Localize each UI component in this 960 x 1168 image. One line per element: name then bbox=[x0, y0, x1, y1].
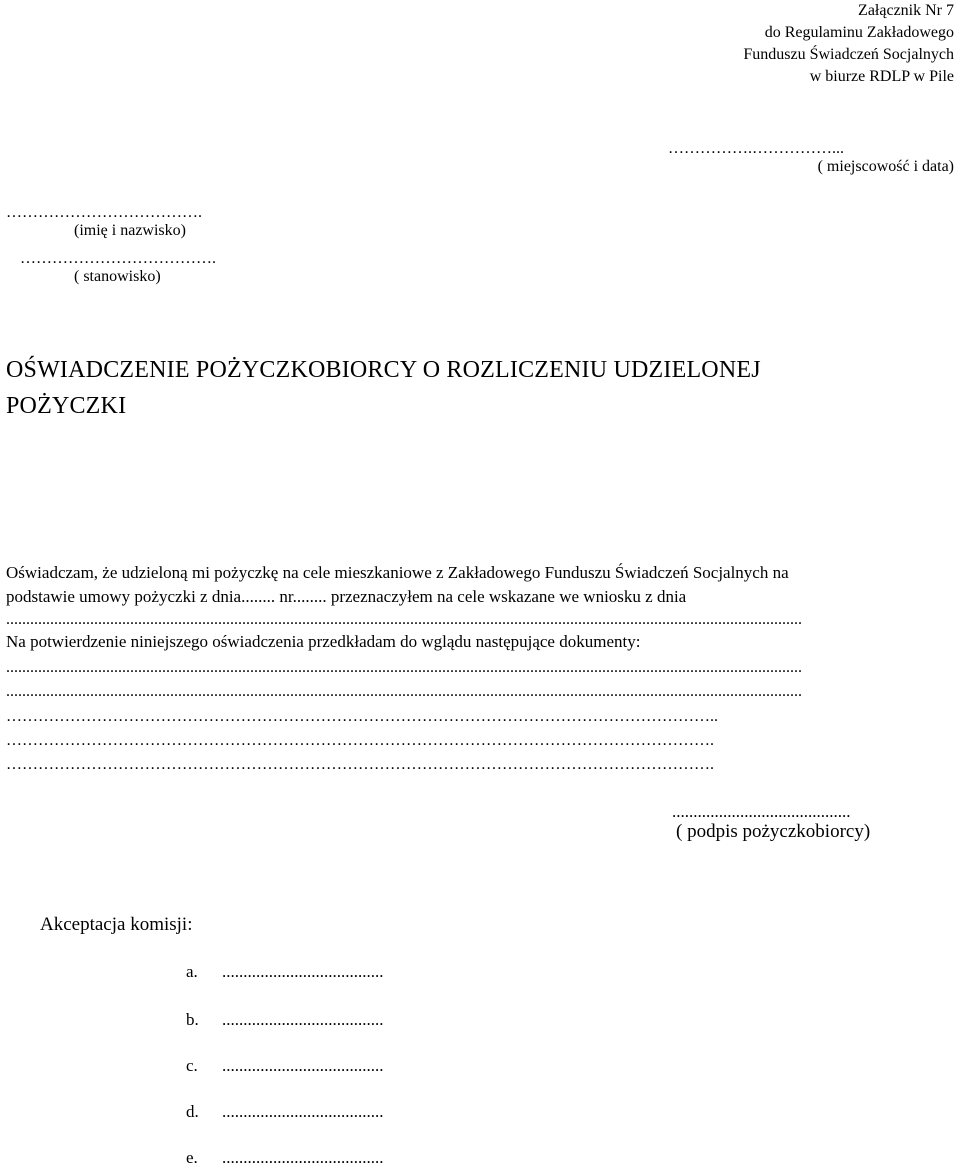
documents-dots-line-4: ……………………………………………………………………………………………………………………. bbox=[6, 732, 714, 749]
signature-label: ( podpis pożyczkobiorcy) bbox=[676, 821, 871, 842]
place-date-label: ( miejscowość i data) bbox=[817, 158, 954, 175]
document-title-line1: OŚWIADCZENIE POŻYCZKOBIORCY O ROZLICZENIU UDZIELONEJ bbox=[6, 357, 761, 383]
commission-item-a-dots: ...................................... bbox=[222, 962, 384, 981]
name-dots: ………………………………. bbox=[6, 204, 202, 221]
regulation-line: do Regulaminu Zakładowego bbox=[764, 24, 954, 41]
documents-dots-line-2: ....................................................................................................................................................................................................... bbox=[6, 683, 802, 700]
documents-dots-line-3: …………………………………………………………………………………………………………………….. bbox=[6, 708, 718, 725]
signature-dots: .......................................... bbox=[672, 802, 851, 821]
commission-label: Akceptacja komisji: bbox=[40, 914, 193, 935]
commission-item-e-letter: e. bbox=[186, 1148, 198, 1167]
statement-dots-line: ....................................................................................................................................................................................................... bbox=[6, 611, 802, 628]
documents-intro: Na potwierdzenie niniejszego oświadczenia przedkładam do wglądu następujące dokumenty: bbox=[6, 632, 641, 651]
commission-item-b-letter: b. bbox=[186, 1010, 199, 1029]
position-dots: ………………………………. bbox=[20, 250, 216, 267]
attachment-number: Załącznik Nr 7 bbox=[858, 2, 954, 19]
commission-item-d-letter: d. bbox=[186, 1102, 199, 1121]
position-label: ( stanowisko) bbox=[74, 268, 161, 285]
documents-dots-line-5: ……………………………………………………………………………………………………………………. bbox=[6, 756, 714, 773]
fund-line: Funduszu Świadczeń Socjalnych bbox=[743, 46, 954, 63]
office-line: w biurze RDLP w Pile bbox=[809, 68, 954, 85]
commission-item-e-dots: ...................................... bbox=[222, 1148, 384, 1167]
name-label: (imię i nazwisko) bbox=[74, 222, 186, 239]
documents-dots-line-1: ....................................................................................................................................................................................................... bbox=[6, 659, 802, 676]
commission-item-b-dots: ...................................... bbox=[222, 1010, 384, 1029]
place-date-dots: …………….……………... bbox=[668, 140, 844, 157]
commission-item-c-dots: ...................................... bbox=[222, 1056, 384, 1075]
commission-item-a-letter: a. bbox=[186, 962, 198, 981]
statement-line1: Oświadczam, że udzieloną mi pożyczkę na cele mieszkaniowe z Zakładowego Funduszu Świadczeń Socjalnych na bbox=[6, 563, 789, 582]
document-title-line2: POŻYCZKI bbox=[6, 393, 127, 419]
commission-item-c-letter: c. bbox=[186, 1056, 198, 1075]
statement-line2: podstawie umowy pożyczki z dnia........ nr........ przeznaczyłem na cele wskazane we wniosku z dnia bbox=[6, 587, 687, 606]
commission-item-d-dots: ...................................... bbox=[222, 1102, 384, 1121]
